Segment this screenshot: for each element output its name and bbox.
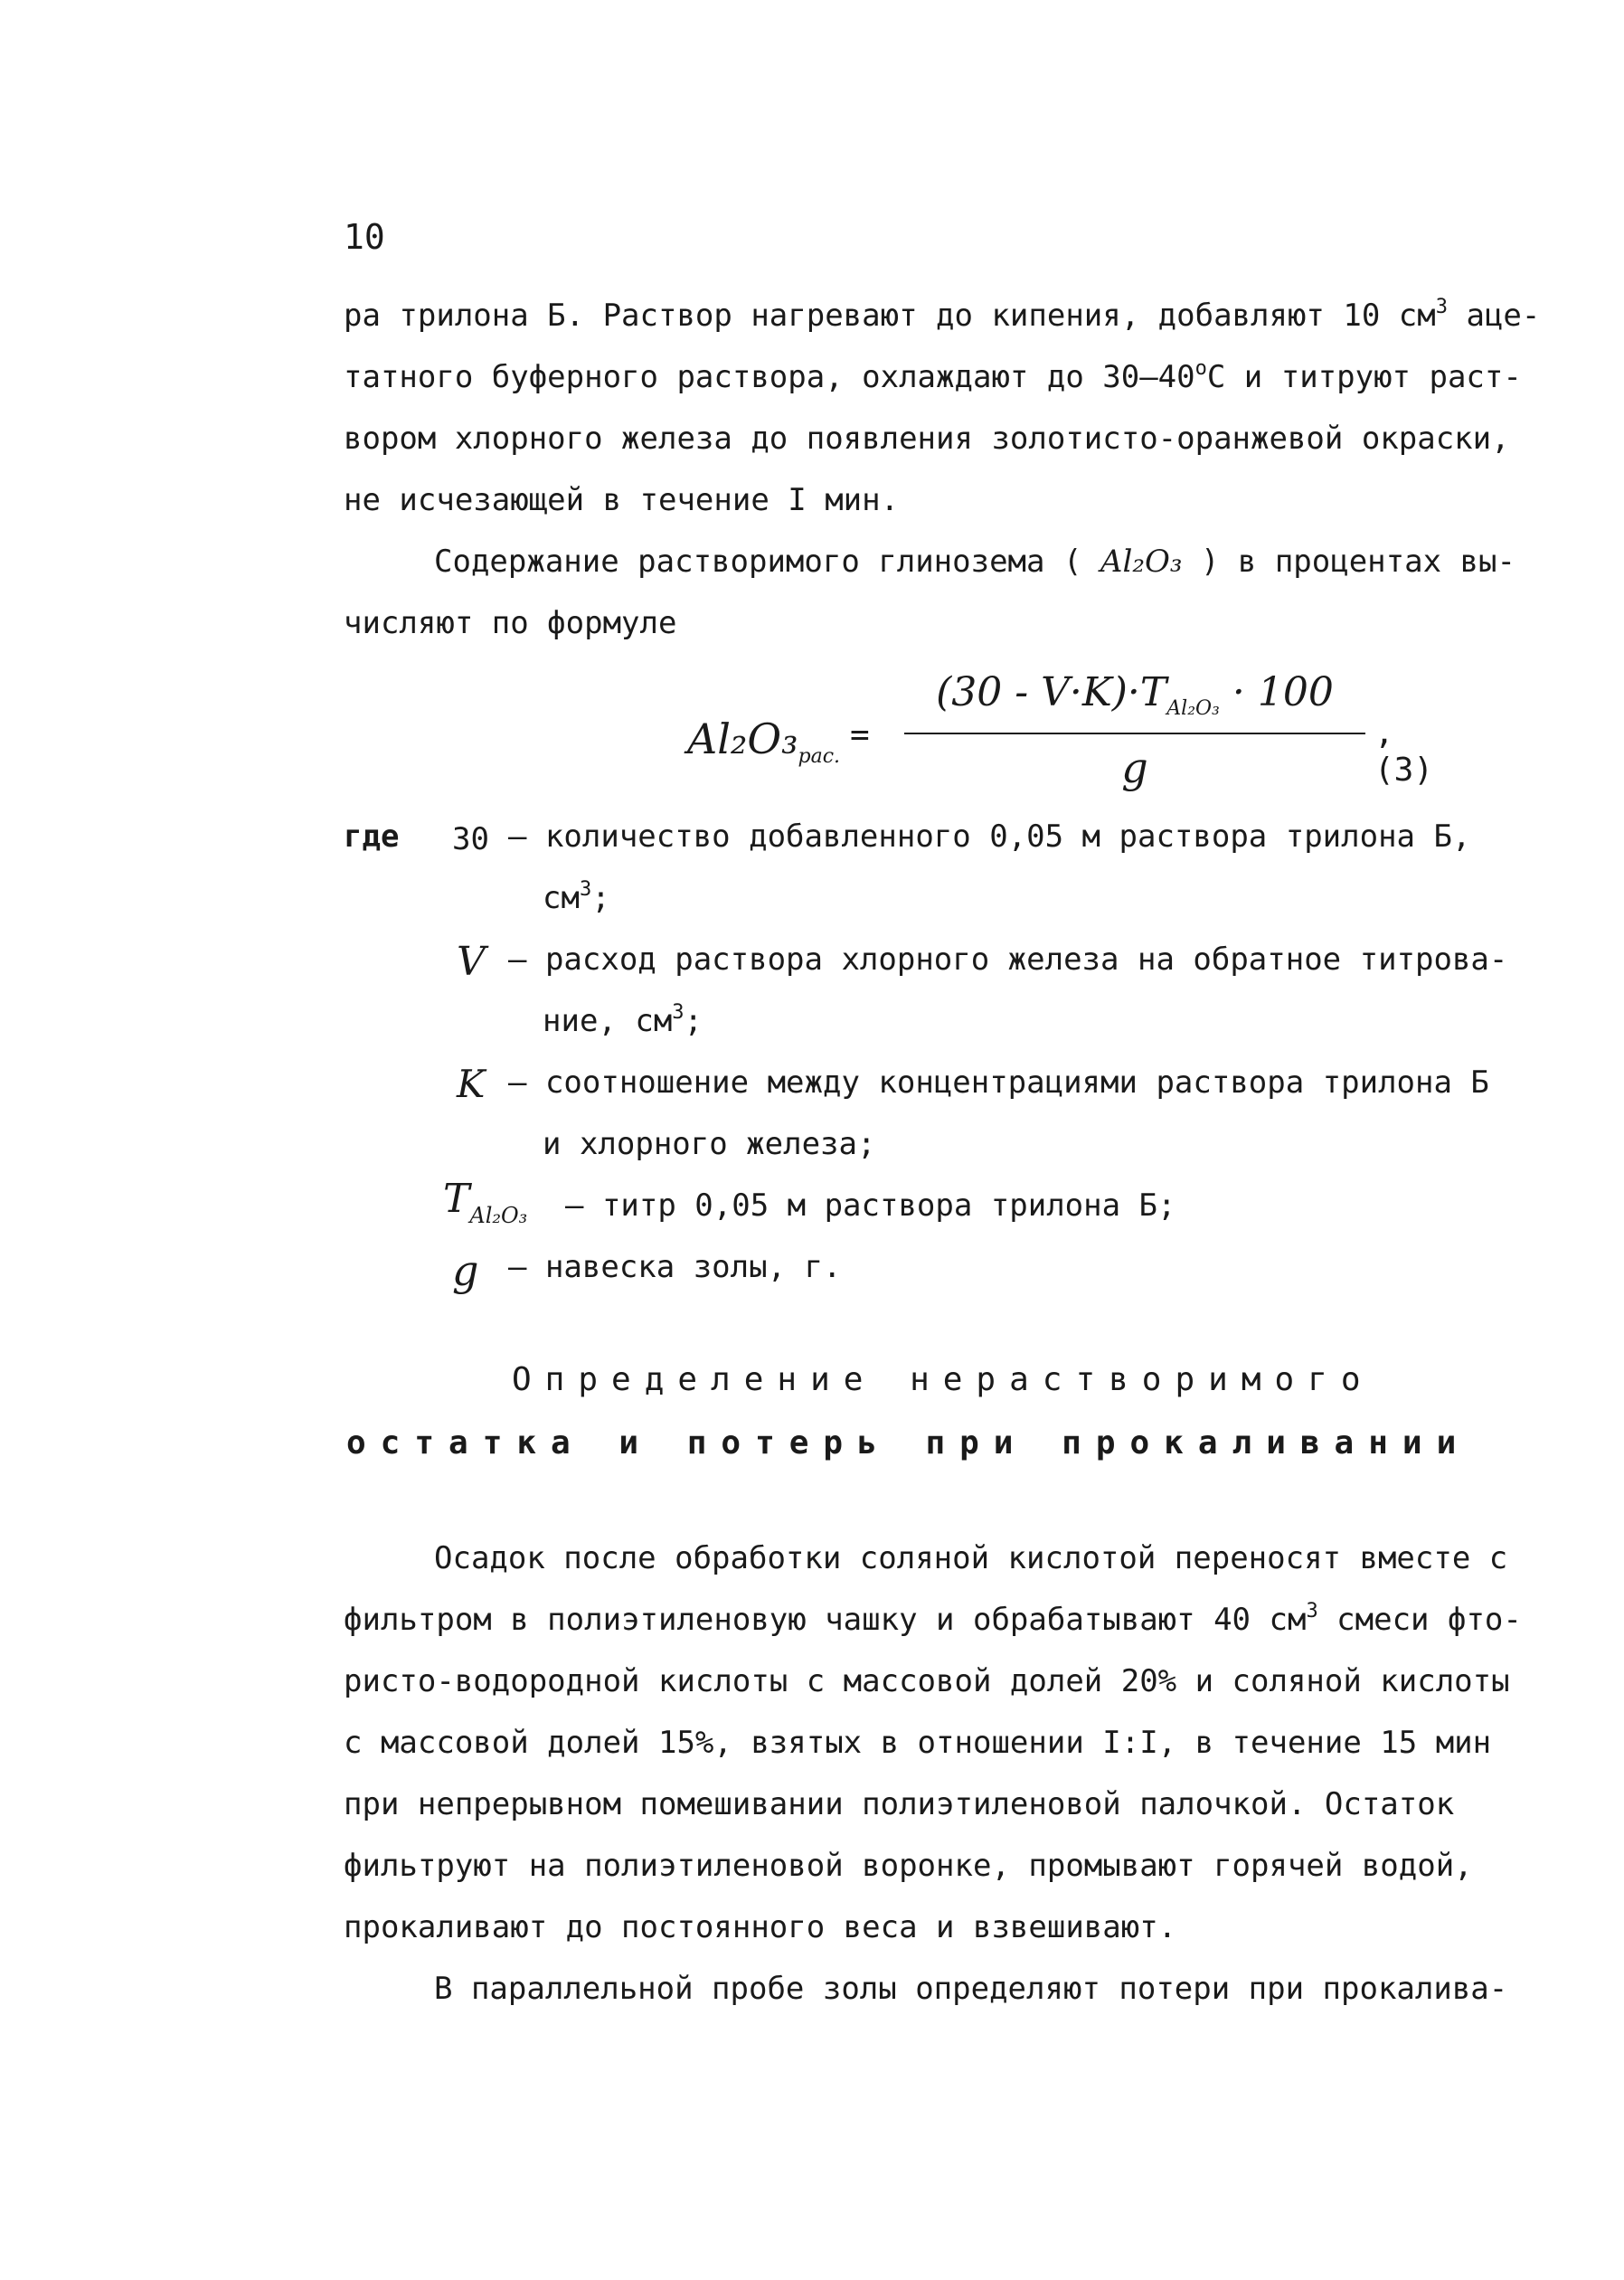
paragraph3-line6: фильтруют на полиэтиленовой воронке, промывают горячей водой, [344, 1848, 1473, 1884]
where-item-k-symbol: K [457, 1062, 486, 1106]
paragraph1-line2: татного буферного раствора, охлаждают до $30-40^оС$ и титруют раст- [344, 357, 1522, 395]
where-item-t-symbol: $T_{Al_2O_3}$ [443, 1176, 528, 1228]
formula-lhs: $Al_2O_3_{рас.}$ [687, 714, 841, 768]
paragraph3-line7: прокаливают до постоянного веса и взвешивают. [344, 1909, 1177, 1945]
section-heading-line2: остатка и потерь при прокаливании [346, 1424, 1471, 1462]
where-item-g-symbol: g [452, 1246, 479, 1295]
where-label: где [344, 818, 400, 855]
section-heading-line1: Определение нерастворимого [512, 1361, 1374, 1398]
where-item-v-unit: ние, $см^3$; [543, 1001, 703, 1039]
paragraph2-line1: Содержание растворимого глинозема ( Al₂O₃ ) в процентах вы- [434, 544, 1515, 580]
paragraph3-line1: Осадок после обработки соляной кислотой переносят вместе с [434, 1540, 1508, 1576]
where-item-30-symbol: 30 [452, 821, 489, 857]
where-item-v-text: – расход раствора хлорного железа на обратное титрова- [508, 941, 1508, 978]
where-item-v-symbol: V [457, 939, 486, 985]
paragraph2-line2: числяют по формуле [344, 605, 677, 641]
paragraph1-line1: ра трилона Б. Раствор нагревают до кипения, добавляют 10 $см^3$ аце- [344, 296, 1541, 334]
paragraph4-line1: В параллельной пробе золы определяют потери при прокалива- [434, 1971, 1508, 2007]
where-item-g-text: – навеска золы, г. [508, 1249, 842, 1285]
formula-3 [687, 669, 1465, 805]
formula-numerator: $(30 - V\cdot K)\cdot T_{Al_2O_3} \cdot 100$ [936, 669, 1334, 720]
formula-denominator: g [1121, 743, 1148, 792]
where-item-30-text: – количество добавленного 0,05 м раствора трилона Б, [508, 818, 1471, 855]
paragraph3-line5: при непрерывном помешивании полиэтиленовой палочкой. Остаток [344, 1786, 1455, 1822]
formula-equals: = [850, 716, 870, 753]
where-item-t-text: – титр 0,05 м раствора трилона Б; [565, 1187, 1176, 1224]
paragraph3-line4: с массовой долей 15%, взятых в отношении I:I, в течение 15 мин [344, 1725, 1492, 1761]
where-item-k-cont: и хлорного железа; [543, 1126, 876, 1162]
page-number: 10 [344, 217, 385, 257]
paragraph1-line3: вором хлорного железа до появления золотисто-оранжевой окраски, [344, 421, 1510, 457]
paragraph3-line3: ристо-водородной кислоты с массовой долей 20% и соляной кислоты [344, 1663, 1510, 1699]
formula-fraction-bar [904, 733, 1365, 734]
paragraph3-line2: фильтром в полиэтиленовую чашку и обрабатывают 40 $см^3$ смеси фто- [344, 1600, 1522, 1638]
paragraph1-line4: не исчезающей в течение I мин. [344, 482, 900, 518]
where-item-30-unit: $см^3$; [543, 878, 610, 916]
formula-number: , (3) [1374, 714, 1434, 789]
where-item-k-text: – соотношение между концентрациями раствора трилона Б [508, 1064, 1489, 1101]
